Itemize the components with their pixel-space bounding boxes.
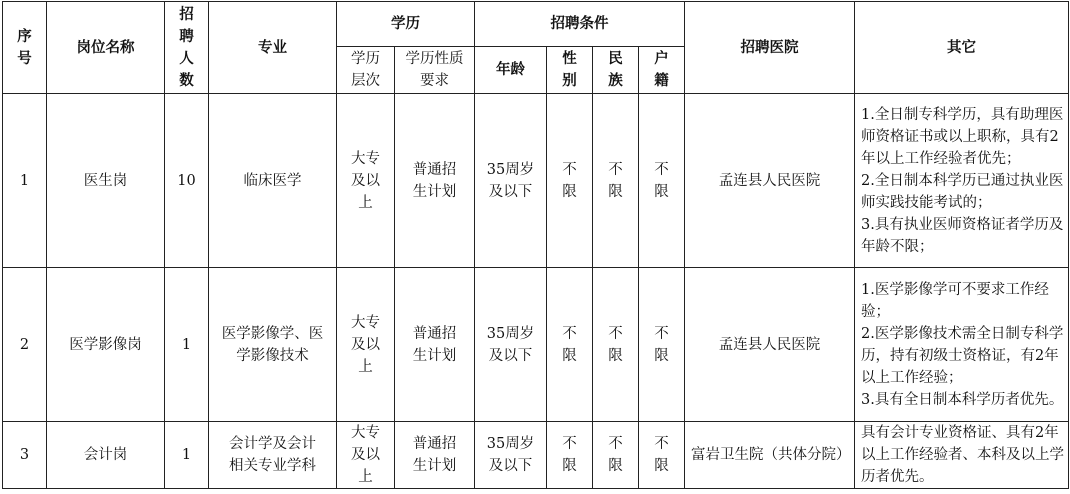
cell-edu-level: 大专及以上	[337, 422, 395, 489]
cell-position: 医学影像岗	[47, 268, 165, 422]
cell-gender: 不限	[547, 94, 593, 268]
header-seq: 序号	[3, 2, 47, 94]
cell-edu-type: 普通招生计划	[395, 94, 475, 268]
cell-seq: 2	[3, 268, 47, 422]
cell-count: 1	[165, 422, 209, 489]
table-row	[3, 422, 1069, 489]
cell-count: 1	[165, 268, 209, 422]
cell-ethnicity: 不限	[593, 422, 639, 489]
header-hukou: 户籍	[639, 47, 685, 94]
cell-seq: 3	[3, 422, 47, 489]
cell-hukou: 不限	[639, 268, 685, 422]
header-ethnicity: 民族	[593, 47, 639, 94]
header-gender: 性别	[547, 47, 593, 94]
cell-position: 会计岗	[47, 422, 165, 489]
header-edu-type: 学历性质要求	[395, 47, 475, 94]
cell-edu-level: 大专及以上	[337, 94, 395, 268]
cell-edu-level: 大专及以上	[337, 268, 395, 422]
header-row-top	[3, 2, 1069, 47]
other-item: 1.全日制专科学历，具有助理医师资格证书或以上职称，具有2年以上工作经验者优先；	[861, 106, 1064, 167]
other-item: 1.医学影像学可不要求工作经验；	[861, 281, 1049, 320]
other-item: 2.医学影像技术需全日制专科学历，持有初级士资格证，有2年以上工作经验；	[861, 325, 1064, 386]
cell-other	[855, 422, 1069, 489]
header-hospital: 招聘医院	[685, 2, 855, 94]
cell-hospital: 孟连县人民医院	[685, 268, 855, 422]
header-other: 其它	[855, 2, 1069, 94]
header-age: 年龄	[475, 47, 547, 94]
cell-count: 10	[165, 94, 209, 268]
table-row	[3, 94, 1069, 268]
cell-ethnicity: 不限	[593, 94, 639, 268]
other-item: 3.具有全日制本科学历者优先。	[861, 391, 1064, 408]
cell-age: 35周岁及以下	[475, 422, 547, 489]
cell-other	[855, 94, 1069, 268]
table-row	[3, 268, 1069, 422]
header-conditions: 招聘条件	[475, 2, 685, 47]
header-major: 专业	[209, 2, 337, 94]
cell-gender: 不限	[547, 422, 593, 489]
header-position: 岗位名称	[47, 2, 165, 94]
cell-hukou: 不限	[639, 94, 685, 268]
cell-major: 临床医学	[209, 94, 337, 268]
cell-seq: 1	[3, 94, 47, 268]
cell-gender: 不限	[547, 268, 593, 422]
cell-age: 35周岁及以下	[475, 94, 547, 268]
other-item: 2.全日制本科学历已通过执业医师实践技能考试的；	[861, 172, 1064, 211]
cell-ethnicity: 不限	[593, 268, 639, 422]
cell-age: 35周岁及以下	[475, 268, 547, 422]
other-item: 具有会计专业资格证、具有2年以上工作经验者、本科及以上学历者优先。	[861, 425, 1064, 485]
cell-major: 医学影像学、医学影像技术	[209, 268, 337, 422]
cell-edu-type: 普通招生计划	[395, 268, 475, 422]
recruitment-table	[2, 1, 1069, 489]
cell-edu-type: 普通招生计划	[395, 422, 475, 489]
header-education: 学历	[337, 2, 475, 47]
header-edu-level: 学历层次	[337, 47, 395, 94]
header-count: 招聘人数	[165, 2, 209, 94]
cell-other	[855, 268, 1069, 422]
cell-hospital: 富岩卫生院（共体分院）	[685, 422, 855, 489]
cell-position: 医生岗	[47, 94, 165, 268]
other-item: 3.具有执业医师资格证者学历及年龄不限；	[861, 216, 1064, 255]
cell-hukou: 不限	[639, 422, 685, 489]
cell-hospital: 孟连县人民医院	[685, 94, 855, 268]
cell-major: 会计学及会计相关专业学科	[209, 422, 337, 489]
